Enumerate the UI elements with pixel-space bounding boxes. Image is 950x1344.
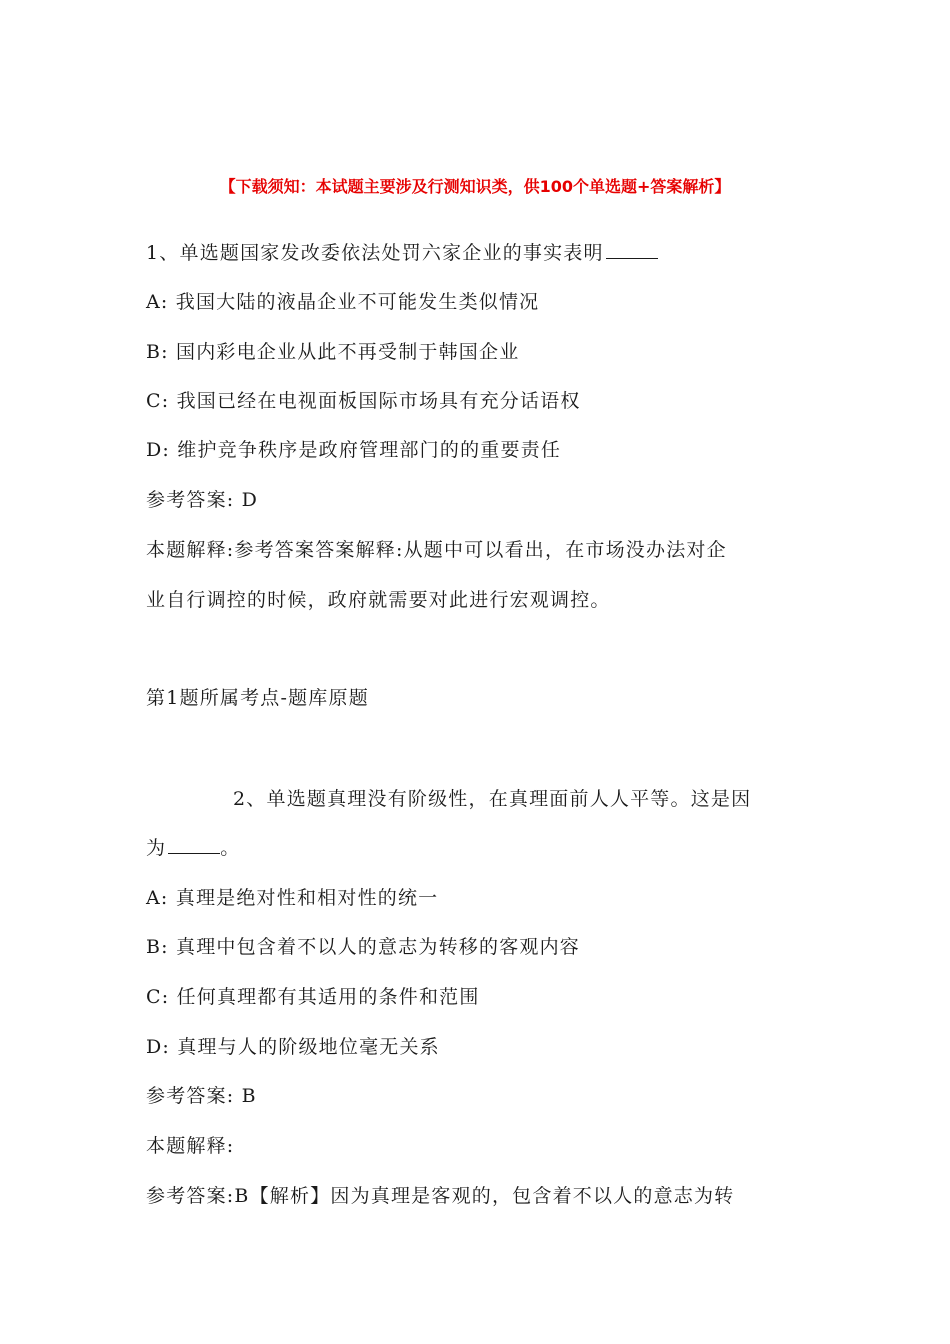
question-1-option-c: C: 我国已经在电视面板国际市场具有充分话语权 <box>146 390 581 412</box>
download-notice: 【下载须知：本试题主要涉及行测知识类，供100个单选题+答案解析】 <box>219 177 731 196</box>
question-1-stem-text: 1、单选题国家发改委依法处罚六家企业的事实表明 <box>146 242 604 264</box>
question-2-option-b: B: 真理中包含着不以人的意志为转移的客观内容 <box>146 936 581 958</box>
question-2-answer: 参考答案: B <box>146 1085 257 1107</box>
question-1-option-a: A: 我国大陆的液晶企业不可能发生类似情况 <box>146 291 540 313</box>
question-2-stem-prefix: 为 <box>146 837 167 859</box>
question-2-stem-line-1: 2、单选题真理没有阶级性，在真理面前人人平等。这是因 <box>233 788 752 810</box>
question-1-explanation-line-2: 业自行调控的时候，政府就需要对此进行宏观调控。 <box>146 589 611 611</box>
question-2-stem-suffix: 。 <box>220 837 241 859</box>
question-1-topic: 第1题所属考点-题库原题 <box>146 687 369 709</box>
question-2-option-a: A: 真理是绝对性和相对性的统一 <box>146 887 439 909</box>
question-2-stem-line-2 <box>146 835 806 861</box>
question-1-stem <box>146 240 806 266</box>
question-1-option-d: D: 维护竞争秩序是政府管理部门的的重要责任 <box>146 439 562 461</box>
question-2-blank <box>168 835 220 854</box>
question-1-blank <box>606 240 658 259</box>
question-2-explanation-label: 本题解释: <box>146 1135 235 1157</box>
question-2-option-c: C: 任何真理都有其适用的条件和范围 <box>146 986 480 1008</box>
question-1-answer: 参考答案: D <box>146 489 259 511</box>
question-2-explanation-line-1: 参考答案:B【解析】因为真理是客观的，包含着不以人的意志为转 <box>146 1185 735 1207</box>
question-1-option-b: B: 国内彩电企业从此不再受制于韩国企业 <box>146 341 520 363</box>
question-1-explanation-line-1: 本题解释:参考答案答案解释:从题中可以看出，在市场没办法对企 <box>146 539 727 561</box>
question-2-option-d: D: 真理与人的阶级地位毫无关系 <box>146 1036 440 1058</box>
